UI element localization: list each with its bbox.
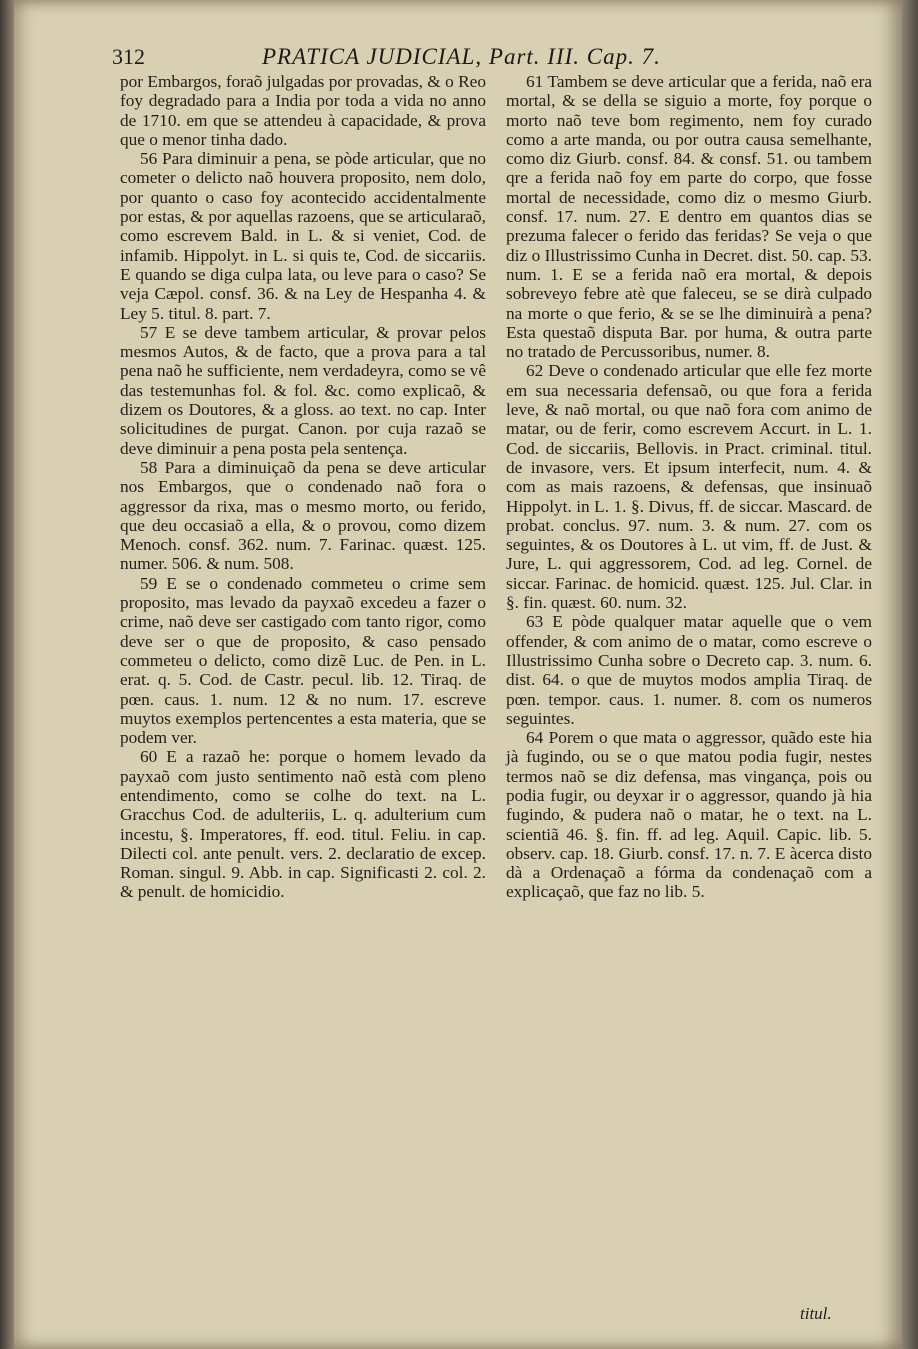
paragraph-58: 58 Para a diminuiçaõ da pena se deve articular nos Embargos, que o condenado naõ fora o aggressor da rixa, mas o mesmo morto, ou ferido, que deu occasiaõ a ella, & o provou, como dizem Menoch. consf. 362. num. 7. Farinac. quæst. 125. numer. 506. & num. 508.	[120, 457, 486, 574]
paragraph-continuation: por Embargos, foraõ julgadas por provadas, & o Reo foy degradado para a India por toda a vida no anno de 1710. em que se attendeu à capacidade, & prova que o menor tinha dado.	[120, 72, 486, 149]
page-right-edge	[902, 0, 918, 1349]
paragraph-57: 57 E se deve tambem articular, & provar pelos mesmos Autos, & de facto, que a prova para a tal pena naõ he sufficiente, nem verdadeyra, como se vê das testemunhas fol. & fol. &c. como explicaõ, & dizem os Doutores, & a gloss. ao text. no cap. Inter solicitudines de purgat. Canon. por cuja razaõ se deve diminuir a pena posta pela sentença.	[120, 322, 486, 458]
right-column	[506, 72, 872, 902]
paragraph-62: 62 Deve o condenado articular que elle fez morte em sua necessaria defensaõ, ou que fora a ferida leve, & naõ mortal, ou que naõ fora com animo de matar, ou de ferir, como escrevem Accurt. in L. 1. Cod. de siccariis, Bellovis. in Pract. criminal. titul. de invasore, vers. Et ipsum interfecit, num. 4. & com as mais razoens, & defensas, que insinuaõ Hippolyt. in L. 1. §. Divus, ff. de siccar. Mascard. de probat. conclus. 97. num. 3. & num. 27. com os seguintes, & os Doutores à L. ut vim, ff. de Just. & Jure, L. qui aggressorem, Cod. ad leg. Cornel. de siccar. Farinac. de homicid. quæst. 125. Jul. Clar. in §. fin. quæst. 60. num. 32.	[506, 361, 872, 613]
paragraph-59: 59 E se o condenado commeteu o crime sem proposito, mas levado da payxaõ excedeu a fazer o crime, naõ deve ser castigado com tanto rigor, como deve ser o que de proposito, & caso pensado commeteu o delicto, como dizẽ Luc. de Pen. in L. erat. q. 5. Cod. de Castr. pecul. lib. 12. Tiraq. de pœn. caus. 1. num. 12 & no num. 17. escreve muytos exemplos pertencentes a esta materia, que se podem ver.	[120, 573, 486, 748]
running-title: PRATICA JUDICIAL, Part. III. Cap. 7.	[262, 44, 661, 69]
catchword: titul.	[800, 1304, 832, 1323]
page-number: 312	[112, 44, 145, 69]
page-left-shadow	[0, 0, 14, 1349]
page-header	[112, 44, 852, 74]
paragraph-63: 63 E pòde qualquer matar aquelle que o vem offender, & com animo de o matar, como escreve o Illustrissimo Cunha sobre o Decreto cap. 3. num. 6. dist. 64. o que de muytos modos amplia Tiraq. de pœn. tempor. caus. 1. numer. 8. com os numeros seguintes.	[506, 612, 872, 728]
left-column	[120, 72, 486, 902]
paragraph-56: 56 Para diminuir a pena, se pòde articular, que no cometer o delicto naõ houvera proposito, nem dolo, por quanto o caso foy acontecido accidentalmente por estas, & por aquellas razoens, que se articularaõ, como escrevem Bald. in L. & si veniet, Cod. de infamib. Hippolyt. in L. si quis te, Cod. de siccariis. E quando se diga culpa lata, ou leve para o caso? Se veja Cæpol. consf. 36. & na Ley de Hespanha 4. & Ley 5. titul. 8. part. 7.	[120, 149, 486, 323]
paragraph-61: 61 Tambem se deve articular que a ferida, naõ era mortal, & se della se siguio a morte, foy porque o morto naõ teve bom regimento, nem foy curado como a arte manda, ou por outra causa semelhante, como diz Giurb. consf. 84. & consf. 51. ou tambem qre a ferida naõ foy em parte do corpo, que fosse mortal de necessidade, como diz o mesmo Giurb. consf. 17. num. 27. E dentro em quantos dias se prezuma falecer o ferido das feridas? Se veja o que diz o Illustrissimo Cunha in Decret. dist. 50. cap. 53. num. 1. E se a ferida naõ era mortal, & depois sobreveyo febre atè que faleceu, se se dirà culpado na morte o que ferio, & se se lhe diminuirà a pena? Esta questaõ disputa Bar. por huma, & outra parte no tratado de Percussoribus, numer. 8.	[506, 72, 872, 362]
paragraph-64: 64 Porem o que mata o aggressor, quãdo este hia jà fugindo, ou se o que matou podia fugir, nestes termos naõ se diz defensa, mas vingança, pois ou podia fugir, ou deyxar ir o aggressor, quando jà hia fugindo, & pudera naõ o matar, he o text. na L. scientiã 46. §. fin. ff. ad leg. Aquil. Capic. lib. 5. observ. cap. 18. Giurb. consf. 17. n. 7. E àcerca disto dà a Ordenaçaõ a fórma da condenaçaõ com a explicaçaõ, que faz no lib. 5.	[506, 728, 872, 902]
paragraph-60: 60 E a razaõ he: porque o homem levado da payxaõ com justo sentimento naõ està com pleno entendimento, como se colhe do text. na L. Gracchus Cod. de adulteriis, L. q. adulterium cum incestu, §. Imperatores, ff. eod. titul. Feliu. in cap. Dilecti col. ante penult. vers. 2. declaratio de excep. Roman. singul. 9. Abb. in cap. Significasti 2. col. 2. & penult. de homicidio.	[120, 747, 486, 902]
